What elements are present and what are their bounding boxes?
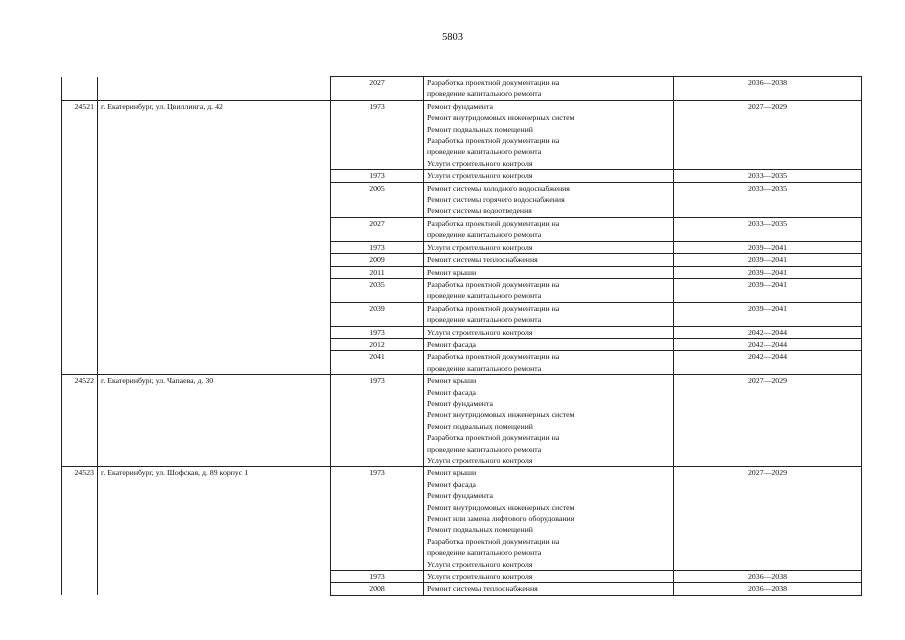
work-type-line: Ремонт внутридомовых инженерных систем: [427, 410, 575, 420]
address-cell: [98, 266, 331, 278]
year-cell: 2005: [331, 182, 424, 217]
table-row: [62, 217, 862, 241]
year-cell: 1973: [331, 326, 424, 338]
year-cell: 1973: [331, 467, 424, 571]
table-row: [62, 583, 862, 595]
work-type-line: Ремонт системы теплоснабжения: [427, 584, 538, 594]
period-cell: 2033—2035: [674, 170, 862, 182]
object-id-cell: [62, 338, 98, 350]
period-cell: 2027—2029: [674, 375, 862, 467]
object-id-cell: [62, 182, 98, 217]
work-type-cell: [424, 182, 674, 217]
period-cell: 2042—2044: [674, 326, 862, 338]
year-cell: 2009: [331, 254, 424, 266]
table-row: [62, 182, 862, 217]
object-id-cell: [62, 77, 98, 101]
year-cell: 1973: [331, 170, 424, 182]
work-type-line: Разработка проектной документации на: [427, 433, 560, 443]
work-type-line: проведение капитального ремонта: [427, 363, 542, 373]
year-cell: 1973: [331, 100, 424, 169]
work-type-line: Услуги строительного контроля: [427, 327, 533, 337]
work-type-line: Ремонт системы водоотведения: [427, 206, 532, 216]
period-cell: 2036—2038: [674, 583, 862, 595]
work-type-line: проведение капитального ремонта: [427, 315, 542, 325]
period-cell: 2033—2035: [674, 217, 862, 241]
object-id-cell: [62, 326, 98, 338]
work-type-cell: [424, 338, 674, 350]
address-cell: [98, 217, 331, 241]
work-type-line: Ремонт фасада: [427, 479, 477, 489]
work-type-cell: [424, 254, 674, 266]
work-type-line: Ремонт подвальных помещений: [427, 124, 533, 134]
work-type-line: Ремонт фундамента: [427, 491, 493, 501]
year-cell: 2035: [331, 278, 424, 302]
work-type-cell: [424, 100, 674, 169]
table-row: [62, 170, 862, 182]
address-cell: [98, 302, 331, 326]
address-cell: [98, 583, 331, 595]
work-type-line: Ремонт системы холодного водоснабжения: [427, 183, 570, 193]
work-type-cell: [424, 583, 674, 595]
table-row: [62, 302, 862, 326]
table-row: [62, 326, 862, 338]
period-cell: 2036—2038: [674, 77, 862, 101]
work-type-line: Ремонт или замена лифтового оборудования: [427, 514, 575, 524]
object-id-cell: 24522: [62, 375, 98, 467]
work-type-line: Ремонт подвальных помещений: [427, 525, 533, 535]
work-type-line: Ремонт фасада: [427, 339, 477, 349]
table-row: [62, 241, 862, 253]
year-cell: 2008: [331, 583, 424, 595]
period-cell: 2027—2029: [674, 467, 862, 571]
work-type-line: проведение капитального ремонта: [427, 230, 542, 240]
address-cell: [98, 77, 331, 101]
address-cell: [98, 182, 331, 217]
year-cell: 2027: [331, 217, 424, 241]
work-type-line: проведение капитального ремонта: [427, 548, 542, 558]
period-cell: 2039—2041: [674, 241, 862, 253]
address-cell: [98, 170, 331, 182]
work-type-line: Ремонт внутридомовых инженерных систем: [427, 113, 575, 123]
work-type-line: проведение капитального ремонта: [427, 147, 542, 157]
work-type-line: Разработка проектной документации на: [427, 136, 560, 146]
work-type-line: Ремонт фасада: [427, 387, 477, 397]
year-cell: 1973: [331, 375, 424, 467]
period-cell: 2036—2038: [674, 571, 862, 583]
period-cell: 2033—2035: [674, 182, 862, 217]
year-cell: 2027: [331, 77, 424, 101]
work-type-line: проведение капитального ремонта: [427, 89, 542, 99]
period-cell: 2039—2041: [674, 266, 862, 278]
page-number: 5803: [442, 32, 463, 43]
work-type-line: Разработка проектной документации на: [427, 352, 560, 362]
table-body: [62, 77, 862, 596]
work-type-line: проведение капитального ремонта: [427, 444, 542, 454]
work-type-cell: [424, 375, 674, 467]
work-type-line: Услуги строительного контроля: [427, 242, 533, 252]
object-id-cell: [62, 266, 98, 278]
work-type-line: Разработка проектной документации на: [427, 279, 560, 289]
object-id-cell: 24521: [62, 100, 98, 169]
address-cell: [98, 338, 331, 350]
work-type-line: Ремонт фундамента: [427, 398, 493, 408]
object-id-cell: [62, 351, 98, 375]
object-id-cell: [62, 278, 98, 302]
work-type-cell: [424, 278, 674, 302]
address-cell: [98, 351, 331, 375]
table-row: [62, 278, 862, 302]
work-type-cell: [424, 351, 674, 375]
work-type-line: Разработка проектной документации на: [427, 78, 560, 87]
address-cell: г. Екатеринбург, ул. Цвиллинга, д. 42: [98, 100, 331, 169]
period-cell: 2042—2044: [674, 338, 862, 350]
year-cell: 1973: [331, 241, 424, 253]
year-cell: 2011: [331, 266, 424, 278]
work-type-cell: [424, 302, 674, 326]
object-id-cell: [62, 241, 98, 253]
work-type-line: Разработка проектной документации на: [427, 303, 560, 313]
work-type-line: Ремонт системы теплоснабжения: [427, 255, 538, 265]
year-cell: 1973: [331, 571, 424, 583]
work-type-cell: [424, 241, 674, 253]
work-type-cell: [424, 571, 674, 583]
object-id-cell: 24523: [62, 467, 98, 571]
work-type-line: Ремонт внутридомовых инженерных систем: [427, 502, 575, 512]
work-type-line: Ремонт крыши: [427, 267, 477, 277]
object-id-cell: [62, 254, 98, 266]
year-cell: 2012: [331, 338, 424, 350]
work-type-line: проведение капитального ремонта: [427, 291, 542, 301]
table-row: [62, 254, 862, 266]
work-type-cell: [424, 77, 674, 101]
year-cell: 2039: [331, 302, 424, 326]
year-cell: 2041: [331, 351, 424, 375]
address-cell: [98, 254, 331, 266]
work-type-line: Ремонт подвальных помещений: [427, 421, 533, 431]
work-type-line: Услуги строительного контроля: [427, 559, 533, 569]
work-type-line: Разработка проектной документации на: [427, 218, 560, 228]
object-id-cell: [62, 170, 98, 182]
work-type-cell: [424, 326, 674, 338]
period-cell: 2039—2041: [674, 278, 862, 302]
table-row: [62, 375, 862, 467]
address-cell: [98, 278, 331, 302]
work-type-line: Ремонт крыши: [427, 468, 477, 478]
work-type-line: Ремонт системы горячего водоснабжения: [427, 195, 565, 205]
period-cell: 2042—2044: [674, 351, 862, 375]
period-cell: 2027—2029: [674, 100, 862, 169]
work-type-line: Услуги строительного контроля: [427, 572, 533, 582]
table-row: [62, 351, 862, 375]
table-row: [62, 266, 862, 278]
period-cell: 2039—2041: [674, 254, 862, 266]
object-id-cell: [62, 571, 98, 583]
work-type-cell: [424, 170, 674, 182]
work-type-line: Ремонт крыши: [427, 376, 477, 386]
address-cell: [98, 326, 331, 338]
period-cell: 2039—2041: [674, 302, 862, 326]
address-cell: [98, 571, 331, 583]
object-id-cell: [62, 302, 98, 326]
object-id-cell: [62, 583, 98, 595]
address-cell: г. Екатеринбург, ул. Шофская, д. 89 корпус 1: [98, 467, 331, 571]
capital-repair-table: [61, 76, 862, 596]
work-type-line: Услуги строительного контроля: [427, 171, 533, 181]
work-type-cell: [424, 217, 674, 241]
table-row: [62, 467, 862, 571]
table-row: [62, 100, 862, 169]
work-type-line: Разработка проектной документации на: [427, 536, 560, 546]
work-type-line: Ремонт фундамента: [427, 101, 493, 111]
table-row: [62, 338, 862, 350]
address-cell: г. Екатеринбург, ул. Чапаева, д. 30: [98, 375, 331, 467]
work-type-line: Услуги строительного контроля: [427, 158, 533, 168]
work-type-line: Услуги строительного контроля: [427, 456, 533, 465]
object-id-cell: [62, 217, 98, 241]
table-row: [62, 77, 862, 101]
work-type-cell: [424, 266, 674, 278]
table-row: [62, 571, 862, 583]
address-cell: [98, 241, 331, 253]
work-type-cell: [424, 467, 674, 571]
